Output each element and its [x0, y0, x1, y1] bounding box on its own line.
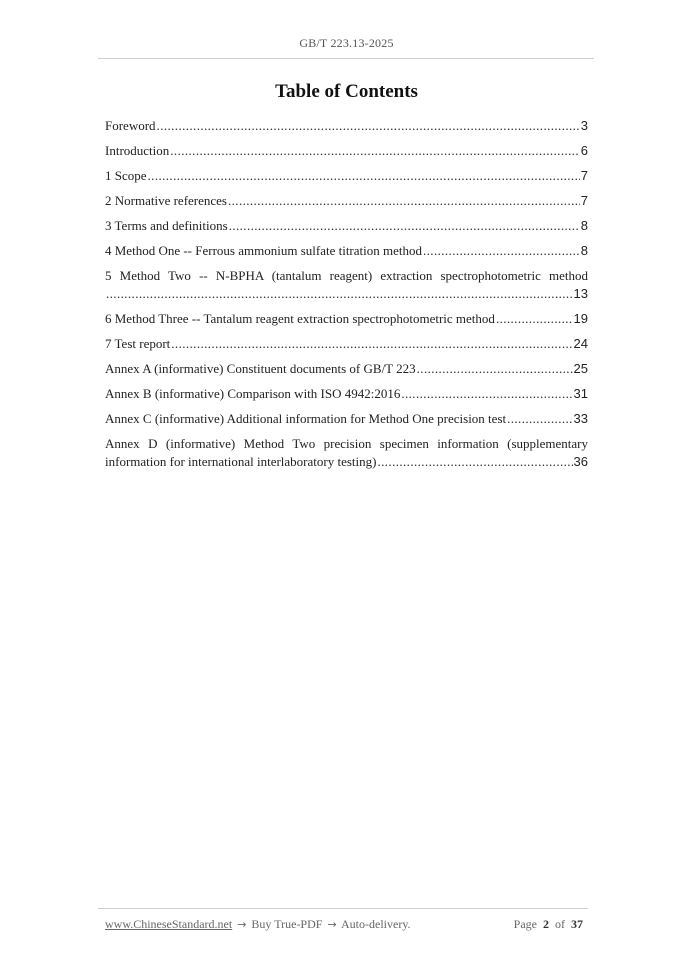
toc-entry-label: 7 Test report	[105, 336, 171, 351]
dot-leader	[170, 142, 580, 160]
page-current: 2	[543, 917, 549, 931]
toc-entry-page: 6	[580, 143, 588, 158]
toc-entry-label: 3 Terms and definitions	[105, 218, 228, 233]
dot-leader	[106, 285, 573, 303]
toc-entry-label: Annex A (informative) Constituent documents of GB/T 223	[105, 361, 416, 376]
delivery-text: Auto-delivery.	[341, 917, 411, 931]
toc-entry-label: Annex D (informative) Method Two precision specimen information (supplementary	[105, 436, 588, 451]
toc-entry-page: 3	[580, 118, 588, 133]
dot-leader	[171, 335, 572, 353]
page-label: Page	[513, 917, 537, 931]
toc-entry-page: 19	[573, 311, 588, 326]
dot-leader	[228, 192, 580, 210]
page-number	[514, 917, 583, 932]
page-header	[0, 36, 693, 51]
toc-entry-page: 13	[573, 286, 588, 301]
right-arrow-icon: →	[237, 918, 247, 931]
toc-entry-label: 4 Method One -- Ferrous ammonium sulfate titration method	[105, 243, 422, 258]
dot-leader	[507, 410, 572, 428]
toc-entry-label: 1 Scope	[105, 168, 147, 183]
page-footer	[105, 917, 583, 932]
toc-entry-page: 8	[580, 218, 588, 233]
right-arrow-icon: →	[327, 918, 337, 931]
standard-id: GB/T 223.13-2025	[299, 36, 394, 50]
dot-leader	[148, 167, 580, 185]
footer-links	[105, 917, 411, 932]
toc-entry-label: 2 Normative references	[105, 193, 227, 208]
toc-entry-method-two[interactable]	[105, 267, 588, 303]
toc-entry-label: 5 Method Two -- N-BPHA (tantalum reagent) extraction spectrophotometric method	[105, 268, 588, 283]
toc-entry-foreword[interactable]	[105, 117, 588, 142]
toc-entry-annex-b[interactable]	[105, 385, 588, 410]
toc-entry-page: 7	[580, 193, 588, 208]
dot-leader	[496, 310, 573, 328]
toc-entry-annex-a[interactable]	[105, 360, 588, 385]
toc-entry-method-three[interactable]	[105, 310, 588, 335]
header-divider	[98, 58, 594, 59]
toc-entry-page: 8	[580, 243, 588, 258]
toc-entry-introduction[interactable]	[105, 142, 588, 167]
toc-entry-page: 25	[573, 361, 588, 376]
toc-entry-terms-definitions[interactable]	[105, 217, 588, 242]
toc-entry-label-continued: information for international interlaboratory testing)	[105, 454, 377, 469]
dot-leader	[417, 360, 573, 378]
toc-entry-page: 7	[580, 168, 588, 183]
buy-text: Buy True-PDF	[251, 917, 323, 931]
toc-entry-page: 24	[573, 336, 588, 351]
toc-entry-page: 36	[573, 454, 588, 469]
toc-entry-page: 33	[573, 411, 588, 426]
toc-entry-page: 31	[573, 386, 588, 401]
toc-entry-normative-references[interactable]	[105, 192, 588, 217]
dot-leader	[401, 385, 572, 403]
table-of-contents	[105, 117, 588, 478]
toc-entry-test-report[interactable]	[105, 335, 588, 360]
toc-entry-annex-d[interactable]	[105, 435, 588, 471]
toc-entry-annex-c[interactable]	[105, 410, 588, 435]
page-total: 37	[571, 917, 583, 931]
dot-leader	[229, 217, 580, 235]
toc-entry-label: 6 Method Three -- Tantalum reagent extraction spectrophotometric method	[105, 311, 495, 326]
toc-entry-label: Annex B (informative) Comparison with ISO 4942:2016	[105, 386, 401, 401]
toc-entry-label: Annex C (informative) Additional information for Method One precision test	[105, 411, 507, 426]
toc-title: Table of Contents	[275, 81, 418, 102]
site-link[interactable]: www.ChineseStandard.net	[105, 917, 233, 931]
dot-leader	[377, 453, 572, 471]
footer-divider	[98, 908, 588, 909]
toc-entry-label: Foreword	[105, 118, 156, 133]
page-of: of	[555, 917, 565, 931]
toc-entry-label: Introduction	[105, 143, 170, 158]
dot-leader	[157, 117, 580, 135]
dot-leader	[423, 242, 580, 260]
toc-entry-scope[interactable]	[105, 167, 588, 192]
toc-entry-method-one[interactable]	[105, 242, 588, 267]
